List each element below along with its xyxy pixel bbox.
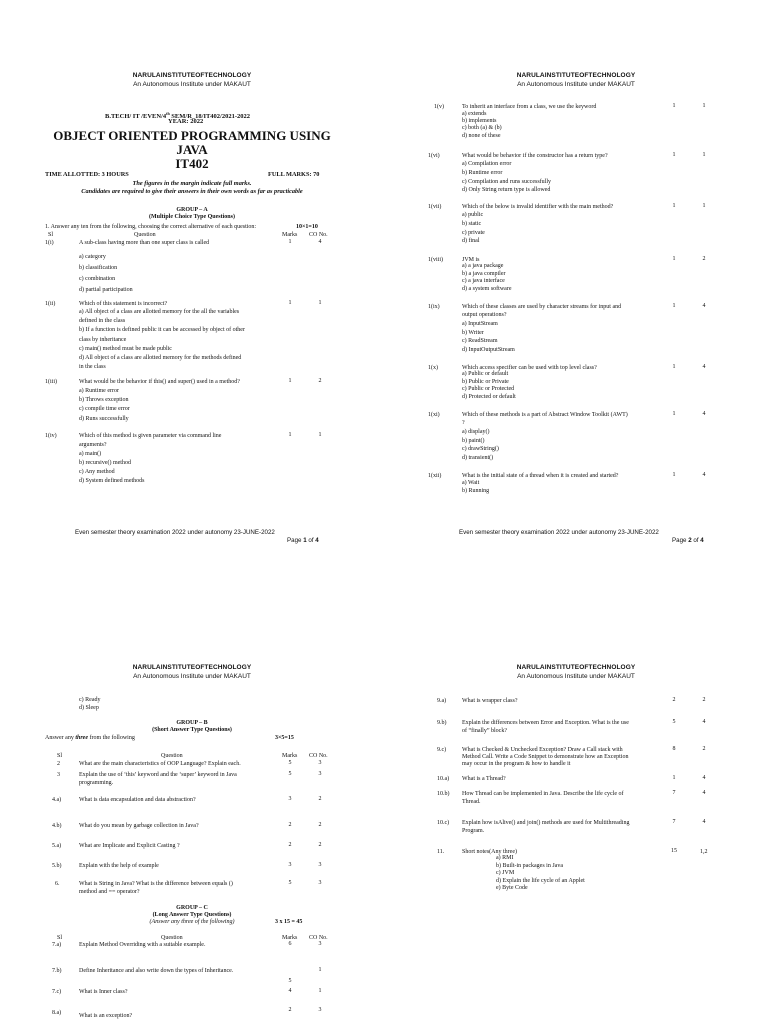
question-text: Short notes(Any three): [462, 849, 517, 855]
question-number: 4.b): [52, 823, 62, 829]
question-co: 1: [318, 967, 322, 973]
institute-name: NARULAINSTITUTEOFTECHNOLOGY: [516, 664, 636, 671]
question-co: 3: [318, 862, 322, 868]
question-number: 3: [57, 772, 60, 778]
group-c-subheading: (Long Answer Type Questions): [152, 912, 232, 918]
short-note-item: b) Built-in packages in Java: [496, 862, 563, 869]
question-options: [462, 311, 515, 355]
instruction-note-1: The figures in the margin indicate full marks.: [132, 180, 252, 187]
question-number: 4.a): [52, 797, 62, 803]
question-options: [79, 441, 145, 486]
question-marks: 2: [672, 697, 676, 703]
option: b) paint(): [462, 437, 485, 444]
option: a) a java package: [462, 263, 504, 269]
option: d) Sleep: [79, 705, 99, 711]
question-marks: 1: [672, 103, 676, 109]
option: d) none of these: [462, 132, 501, 139]
question-number: 1(iii): [45, 379, 57, 385]
question-text: What is String in Java? What is the difference between equals (): [79, 881, 233, 887]
option: a) Compilation error: [462, 161, 512, 167]
question-text: What is wrapper class?: [462, 698, 518, 704]
col-sl: Sl: [57, 935, 63, 941]
col-marks: Marks: [282, 232, 298, 238]
question-text: What are the main characteristics of OOP Language? Explain each.: [79, 761, 241, 767]
institute-subtitle: An Autonomous Institute under MAKAUT: [517, 673, 635, 680]
group-b-heading: GROUP – B: [176, 720, 208, 726]
col-question: Question: [161, 753, 183, 759]
question-text: What would be the behavior if this() and super() used in a method?: [79, 379, 240, 385]
question-text-cont: Program.: [462, 828, 485, 834]
question-co: 1: [702, 152, 706, 158]
col-question: Question: [161, 935, 183, 941]
group-b-subheading: (Short Answer Type Questions): [152, 727, 232, 733]
question-text: What is Checked & Unchecked Exception? Draw a Call stack with: [462, 747, 623, 753]
option: b) implements: [462, 118, 497, 125]
question-text: What are Implicate and Explicit Casting ?: [79, 843, 180, 849]
question-options: [462, 371, 516, 401]
question-co: 4: [702, 790, 706, 796]
col-co: CO No.: [309, 753, 328, 759]
question-co: 3: [318, 941, 322, 947]
question-number: 9.c): [437, 747, 447, 753]
institute-name: NARULAINSTITUTEOFTECHNOLOGY: [132, 72, 252, 79]
question-marks: 1: [288, 432, 292, 438]
question-number: 7.c): [52, 989, 62, 995]
question-text-cont: may occur in the program & how to handle it: [462, 761, 571, 767]
question-marks: 1: [672, 775, 676, 781]
question-text: What is the initial state of a thread when it is created and started?: [462, 473, 619, 479]
option: b) classification: [79, 265, 118, 271]
short-notes-list: [496, 855, 585, 893]
question-text-cont: of “finally” block?: [462, 728, 507, 734]
page-header: [384, 72, 768, 88]
exam-page-4: [384, 512, 768, 1024]
option: c) main() method must be made public: [79, 345, 172, 352]
question-text: Explain the differences between Error and Exception. What is the use: [462, 720, 629, 726]
question-marks: 1: [672, 364, 676, 370]
option: d) partial participation: [79, 287, 133, 293]
question-co: 2: [702, 697, 706, 703]
question-number: 1(i): [45, 240, 54, 246]
short-note-item: e) Byte Code: [496, 885, 528, 892]
group-a-instruction: 1. Answer any ten from the following, choosing the correct alternative of each question:: [45, 224, 257, 230]
question-text: A sub-class having more than one super class is called: [79, 240, 210, 246]
option: b) Public or Private: [462, 378, 509, 385]
option: b) Throws exception: [79, 397, 129, 404]
question-text: Which of this statement is incorrect?: [79, 301, 168, 307]
question-number: 1(v): [434, 104, 444, 110]
option: d) a system software: [462, 285, 512, 292]
question-marks: 1: [288, 300, 292, 306]
question-options: [79, 308, 245, 372]
full-marks: FULL MARKS: 70: [268, 171, 320, 178]
question-number: 10.b): [437, 791, 450, 797]
question-co: 2: [702, 746, 706, 752]
group-b-marks: 3×5=15: [275, 735, 294, 741]
question-co: 4: [702, 719, 706, 725]
institute-name: NARULAINSTITUTEOFTECHNOLOGY: [516, 72, 636, 79]
col-marks: Marks: [282, 753, 298, 759]
question-options: [79, 387, 130, 424]
question-options: [462, 419, 499, 463]
option: a) Wait: [462, 480, 480, 486]
question-number: 1(xii): [428, 473, 442, 479]
option: c) ReadStream: [462, 338, 498, 345]
question-number: 1(vi): [428, 153, 440, 159]
col-co: CO No.: [309, 935, 328, 941]
instruction-note-2: Candidates are required to give their answers in their own words as far as practicable: [81, 188, 303, 195]
exam-page-3: [0, 512, 384, 1024]
question-number: 1(xi): [428, 412, 440, 418]
option: d) Runs successfully: [79, 415, 129, 422]
question-marks: 3: [288, 796, 292, 802]
question-co: 4: [318, 239, 322, 245]
course-line: B.TECH/ IT /EVEN/4th SEM/R_18/IT402/2021-2022: [105, 111, 251, 121]
question-co: 4: [702, 819, 706, 825]
question-co: 4: [702, 364, 706, 370]
question-number: 1(viii): [428, 257, 443, 263]
option: a) All object of a class are allotted memory for the all the variables: [79, 309, 240, 315]
page-header: [384, 664, 768, 680]
option: b) Running: [462, 488, 490, 494]
question-co: 2: [318, 796, 322, 802]
question-co: 2: [702, 256, 706, 262]
question-number: 9.a): [437, 698, 447, 704]
question-text: Which access specifier can be used with top level class?: [462, 365, 597, 371]
question-options: [79, 696, 101, 712]
option: arguments?: [79, 442, 107, 448]
time-allotted: TIME ALLOTTED: 3 HOURS: [45, 171, 129, 178]
question-number: 7.a): [52, 942, 62, 948]
option: class by inheritance: [79, 336, 127, 343]
question-co: 4: [702, 303, 706, 309]
option: b) a java compiler: [462, 270, 506, 277]
question-number: 1(ii): [45, 301, 56, 307]
option: a) extends: [462, 111, 487, 117]
question-co: 1: [318, 300, 322, 306]
option: d) transient(): [462, 455, 494, 462]
option: c) private: [462, 229, 485, 236]
exam-page-2: [384, 0, 768, 544]
col-sl: Sl: [48, 232, 54, 238]
question-number: 1(x): [428, 365, 438, 371]
question-marks: 5: [288, 978, 292, 984]
group-c-heading: GROUP – C: [176, 905, 208, 911]
question-co: 3: [318, 760, 322, 766]
institute-name: NARULAINSTITUTEOFTECHNOLOGY: [132, 664, 252, 671]
question-text: To inherit an interface from a class, we use the keyword: [462, 104, 597, 110]
col-co: CO No.: [309, 232, 328, 238]
question-marks: 1: [288, 239, 292, 245]
question-options: [462, 160, 551, 195]
option: a) public: [462, 212, 484, 218]
question-co: 1: [702, 103, 706, 109]
question-number: 2: [57, 761, 60, 767]
question-number: 7.b): [52, 968, 62, 974]
institute-subtitle: An Autonomous Institute under MAKAUT: [517, 81, 635, 88]
option: c) Compilation and runs successfully: [462, 178, 551, 185]
question-co: 4: [702, 411, 706, 417]
option: c) Ready: [79, 697, 101, 703]
short-note-item: a) RMI: [496, 855, 514, 861]
question-number: 9.b): [437, 720, 447, 726]
option: d) System defined methods: [79, 478, 145, 484]
page-header: [0, 72, 384, 88]
group-a-heading: GROUP – A: [176, 207, 208, 213]
question-marks: 7: [672, 790, 676, 796]
question-marks: 2: [288, 822, 292, 828]
option: a) main(): [79, 451, 102, 457]
question-text: What is a Thread?: [462, 776, 506, 782]
option: a) display(): [462, 428, 490, 435]
question-text: What is an exception?: [79, 1013, 133, 1019]
question-marks: 1: [288, 378, 292, 384]
option: a) category: [79, 254, 106, 260]
question-number: 1(ix): [428, 304, 440, 310]
short-note-item: d) Explain the life cycle of an Applet: [496, 877, 585, 884]
question-text: How Thread can be implemented in Java. Describe the life cycle of: [462, 791, 624, 797]
question-text: What is data encapsulation and data abstraction?: [79, 797, 196, 803]
question-marks: 7: [672, 819, 676, 825]
question-co: 1: [318, 988, 322, 994]
question-co: 3: [318, 880, 322, 886]
option: c) combination: [79, 276, 116, 282]
question-marks: 1: [672, 152, 676, 158]
question-marks: 5: [288, 760, 292, 766]
question-marks: 5: [288, 771, 292, 777]
question-number: 5.a): [52, 843, 62, 849]
option: ?: [462, 420, 465, 426]
question-text-cont: Method Call. Write a Code Snippet to demonstrate how an Exception: [462, 754, 629, 760]
exam-page-1: [0, 0, 384, 544]
question-text-cont: programming.: [79, 780, 114, 786]
page-number: Page 1 of 4: [287, 537, 319, 544]
question-text: Explain the use of ‘this’ keyword and the ‘super’ keyword in Java: [79, 772, 237, 778]
question-co: 1,2: [700, 849, 708, 855]
question-marks: 15: [671, 848, 677, 854]
question-marks: 2: [288, 842, 292, 848]
question-text-cont: Thread.: [462, 799, 481, 805]
question-marks: 1: [672, 203, 676, 209]
option: a) Public or default: [462, 371, 509, 377]
option: output operations?: [462, 312, 507, 318]
question-marks: 1: [672, 411, 676, 417]
question-marks: 6: [288, 941, 292, 947]
group-c-marks: 3 x 15 = 45: [275, 919, 303, 925]
col-sl: Sl: [57, 753, 63, 759]
option: d) final: [462, 238, 480, 245]
question-options: [79, 252, 133, 296]
question-co: 1: [702, 203, 706, 209]
paper-title: OBJECT ORIENTED PROGRAMMING USING: [53, 128, 331, 143]
question-text: Which of these classes are used by character streams for input and: [462, 304, 622, 310]
option: d) All object of a class are allotted memory for the methods defined: [79, 355, 242, 362]
question-co: 4: [702, 775, 706, 781]
question-co: 2: [318, 822, 322, 828]
question-text: What do you mean by garbage collection in Java?: [79, 823, 199, 829]
question-text-cont: method and == operator?: [79, 889, 140, 895]
option: c) Any method: [79, 469, 115, 475]
question-co: 3: [318, 1007, 322, 1013]
option: b) Runtime error: [462, 169, 503, 176]
page-footer: Even semester theory examination 2022 under autonomy 23-JUNE-2022: [459, 529, 659, 536]
exam-year: YEAR: 2022: [168, 118, 204, 125]
question-options: [462, 111, 502, 140]
group-a-subheading: (Multiple Choice Type Questions): [149, 214, 235, 220]
question-co: 1: [318, 432, 322, 438]
question-text: Explain how isAlive() and join() methods are used for Multithreading: [462, 820, 630, 826]
option: c) both (a) & (b): [462, 125, 502, 132]
col-question: Question: [134, 232, 156, 238]
page-header: [0, 664, 384, 680]
question-marks: 1: [672, 303, 676, 309]
question-text: Which of this method is given parameter via command line: [79, 433, 222, 439]
option: c) compile time error: [79, 406, 130, 413]
question-number: 1(vii): [428, 204, 442, 210]
option: d) Protected or default: [462, 393, 516, 400]
question-text: Which of the below is invalid identifier with the main method?: [462, 204, 614, 210]
question-marks: 2: [288, 1007, 292, 1013]
question-number: 1(iv): [45, 433, 57, 439]
option: b) recursive() method: [79, 460, 131, 466]
question-number: 5.b): [52, 863, 62, 869]
paper-code: IT402: [175, 156, 209, 171]
question-text: Which of these methods is a part of Abstract Window Toolkit (AWT): [462, 412, 628, 418]
option: a) Runtime error: [79, 388, 119, 394]
question-text: Explain with the help of example: [79, 863, 159, 869]
option: b) If a function is defined public it can be accessed by object of other: [79, 327, 245, 334]
question-marks: 4: [288, 988, 292, 994]
option: d) InputOutputStream: [462, 347, 515, 354]
page-number: Page 2 of 4: [672, 537, 704, 544]
institute-subtitle: An Autonomous Institute under MAKAUT: [133, 81, 251, 88]
question-co: 4: [702, 472, 706, 478]
option: b) Writer: [462, 329, 484, 336]
question-co: 3: [318, 771, 322, 777]
question-marks: 1: [672, 472, 676, 478]
col-marks: Marks: [282, 935, 298, 941]
option: d) Only String return type is allowed: [462, 187, 551, 194]
question-text: What would be behavior if the constructor has a return type?: [462, 153, 608, 159]
question-number: 8.a): [52, 1010, 62, 1016]
short-note-item: c) JVM: [496, 870, 515, 877]
option: c) drawString(): [462, 446, 499, 453]
group-a-marks: 10×1=10: [296, 224, 318, 230]
question-text: Explain Method Overriding with a suitable example.: [79, 942, 206, 948]
institute-subtitle: An Autonomous Institute under MAKAUT: [133, 673, 251, 680]
question-marks: 5: [672, 719, 676, 725]
question-options: [462, 479, 489, 495]
question-marks: 8: [672, 746, 676, 752]
question-text: JVM is: [462, 257, 480, 263]
group-b-instruction: Answer any three from the following: [45, 735, 135, 741]
question-text: What is Inner class?: [79, 989, 128, 995]
question-options: [462, 211, 485, 246]
option: c) a java interface: [462, 278, 505, 285]
question-text: Define Inheritance and also write down the types of Inheritance.: [79, 968, 234, 974]
paper-title-2: JAVA: [176, 142, 208, 157]
question-number: 6.: [55, 881, 60, 887]
question-number: 10.a): [437, 776, 450, 782]
option: defined in the class: [79, 318, 126, 325]
option: c) Public or Protected: [462, 386, 515, 393]
question-options: [462, 263, 512, 293]
group-c-instruction: (Answer any three of the following): [149, 919, 235, 925]
question-marks: 5: [288, 880, 292, 886]
question-co: 2: [318, 378, 322, 384]
option: b) static: [462, 220, 482, 227]
option: a) InputStream: [462, 320, 498, 327]
page-footer: Even semester theory examination 2022 under autonomy 23-JUNE-2022: [75, 529, 275, 536]
question-marks: 3: [288, 862, 292, 868]
option: in the class: [79, 364, 106, 371]
question-marks: 1: [672, 256, 676, 262]
question-number: 11.: [437, 849, 445, 855]
question-co: 2: [318, 842, 322, 848]
question-number: 10.c): [437, 820, 450, 826]
